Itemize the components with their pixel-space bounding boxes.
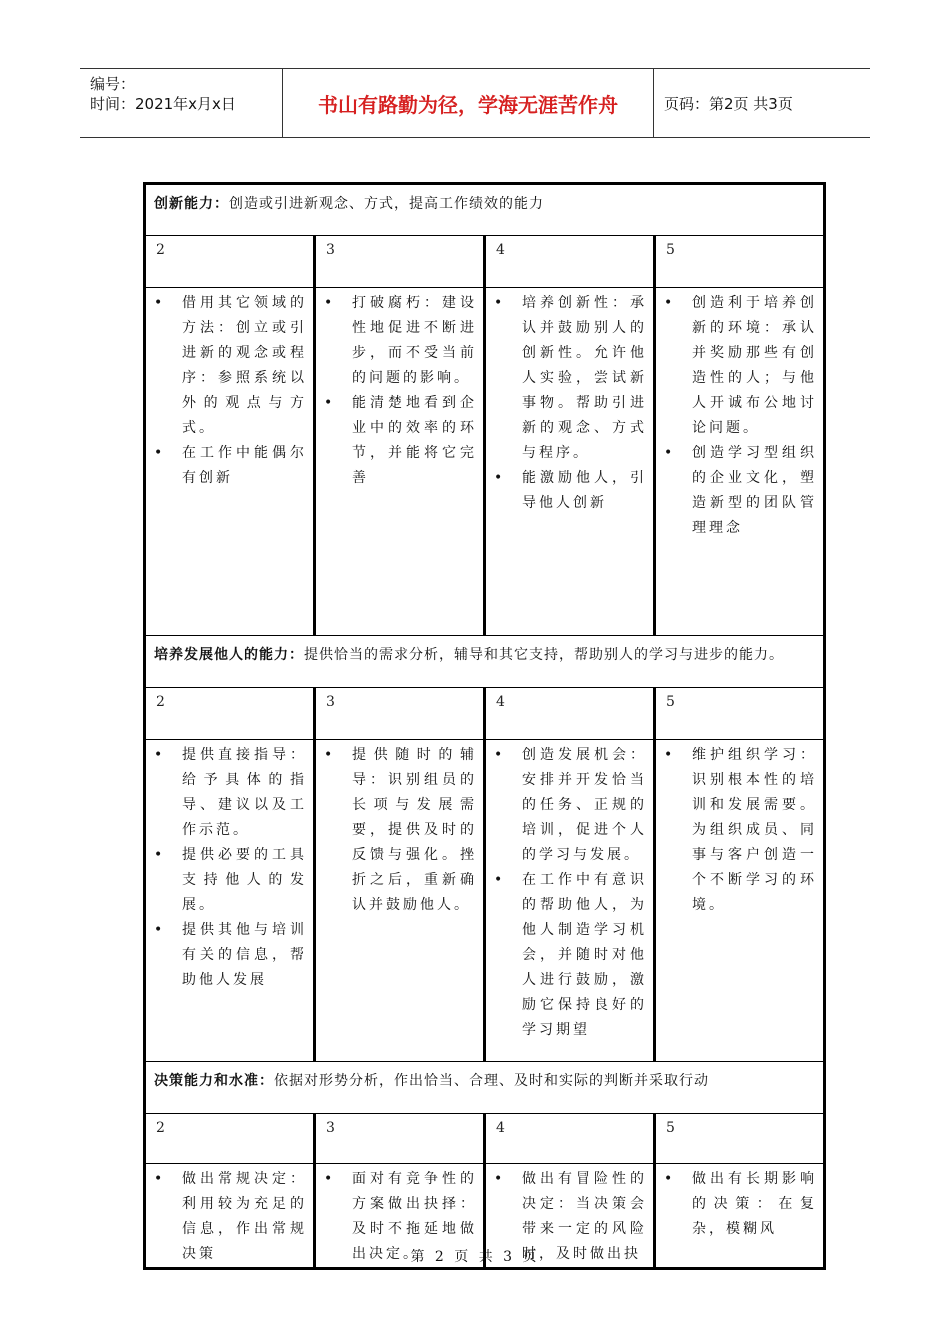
list-item: • 在工作中能偶尔有创新: [182, 441, 307, 491]
list-item: • 维护组织学习：识别根本性的培训和发展需要。为组织成员、同事与客户创造一个不断学习的环境。: [692, 743, 817, 918]
list-item: • 能清楚地看到企业中的效率的环节，并能将它完善: [352, 391, 477, 491]
section-title-row: [145, 184, 825, 236]
list-item: • 提供随时的辅导：识别组员的长项与发展需要，提供及时的反馈与强化。挫折之后，重新确认并鼓励他人。: [352, 743, 477, 918]
section-title-bold: 创新能力：: [154, 196, 229, 212]
behavior-cell: [315, 288, 485, 636]
list-item: • 创造利于培养创新的环境：承认并奖励那些有创造性的人；与他人开诚布公地讨论问题。: [692, 291, 817, 441]
header-meta: [80, 69, 283, 137]
list-item: • 提供其他与培训有关的信息，帮助他人发展: [182, 918, 307, 993]
level-cell: 2: [145, 688, 315, 740]
level-cell: 2: [145, 1114, 315, 1164]
behavior-row: [145, 288, 825, 636]
behavior-cell: [485, 288, 655, 636]
section-title-text: 创造或引进新观念、方式，提高工作绩效的能力: [229, 196, 544, 212]
behavior-list: [486, 288, 653, 516]
list-item: • 做出有长期影响的决策：在复杂，模糊风: [692, 1167, 817, 1242]
header-page-cell: [654, 69, 870, 137]
list-item: • 借用其它领域的方法：创立或引进新的观念或程序：参照系统以外的观点与方式。: [182, 291, 307, 441]
level-row: [145, 688, 825, 740]
list-item: • 创造发展机会：安排并开发恰当的任务、正规的培训，促进个人的学习与发展。: [522, 743, 647, 868]
list-item: • 创造学习型组织的企业文化，塑造新型的团队管理理念: [692, 441, 817, 541]
behavior-list: [656, 740, 823, 918]
behavior-list: [146, 288, 313, 491]
level-cell: 4: [485, 688, 655, 740]
section-title: [145, 1062, 825, 1114]
competency-table: [143, 182, 826, 1270]
level-cell: 4: [485, 236, 655, 288]
motto: 书山有路勤为径，学海无涯苦作舟: [318, 92, 618, 117]
behavior-cell: [655, 288, 825, 636]
behavior-list: [146, 740, 313, 993]
list-item: • 提供必要的工具支持他人的发展。: [182, 843, 307, 918]
section-title: [145, 636, 825, 688]
page-footer: 第 2 页 共 3 页: [410, 1249, 540, 1265]
header-motto-cell: [283, 69, 654, 137]
section-title-bold: 决策能力和水准：: [154, 1073, 274, 1089]
level-cell: 2: [145, 236, 315, 288]
section-title-text: 依据对形势分析，作出恰当、合理、及时和实际的判断并采取行动: [274, 1073, 709, 1089]
list-item: • 培养创新性：承认并鼓励别人的创新性。允许他人实验，尝试新事物。帮助引进新的观念、方式与程序。: [522, 291, 647, 466]
section-title-bold: 培养发展他人的能力：: [154, 647, 304, 663]
level-row: [145, 236, 825, 288]
behavior-cell: [485, 740, 655, 1062]
page-header: [80, 68, 870, 138]
list-item: • 面对有竞争性的方案做出抉择：及时不拖延地做出决定。: [352, 1167, 477, 1267]
level-cell: 5: [655, 688, 825, 740]
section-title: [145, 184, 825, 236]
list-item: • 做出有冒险性的决定：当决策会带来一定的风险时，及时做出抉: [522, 1167, 647, 1267]
behavior-row: [145, 740, 825, 1062]
level-cell: 3: [315, 236, 485, 288]
list-item: • 做出常规决定：利用较为充足的信息，作出常规决策: [182, 1167, 307, 1267]
level-cell: 5: [655, 1114, 825, 1164]
section-title-row: [145, 636, 825, 688]
behavior-list: [656, 288, 823, 541]
list-item: • 能激励他人，引导他人创新: [522, 466, 647, 516]
list-item: • 打破腐朽：建设性地促进不断进步，而不受当前的问题的影响。: [352, 291, 477, 391]
page-info: 页码：第2页 共3页: [664, 94, 793, 113]
number-label: 编号：: [90, 75, 136, 93]
list-item: • 在工作中有意识的帮助他人，为他人制造学习机会，并随时对他人进行鼓励，激励它保持良好的学习期望: [522, 868, 647, 1043]
behavior-list: [486, 740, 653, 1043]
level-cell: 5: [655, 236, 825, 288]
behavior-cell: [145, 288, 315, 636]
section-title-text: 提供恰当的需求分析，辅导和其它支持，帮助别人的学习与进步的能力。: [304, 647, 784, 663]
level-cell: 3: [315, 688, 485, 740]
level-cell: 3: [315, 1114, 485, 1164]
behavior-list: [656, 1164, 823, 1242]
behavior-cell: [145, 740, 315, 1062]
level-row: [145, 1114, 825, 1164]
behavior-list: [316, 288, 483, 491]
behavior-cell: [315, 740, 485, 1062]
behavior-list: [316, 740, 483, 918]
behavior-cell: [655, 740, 825, 1062]
date-label: 时间：2021年x月x日: [90, 95, 236, 113]
section-title-row: [145, 1062, 825, 1114]
level-cell: 4: [485, 1114, 655, 1164]
list-item: • 提供直接指导：给予具体的指导、建议以及工作示范。: [182, 743, 307, 843]
